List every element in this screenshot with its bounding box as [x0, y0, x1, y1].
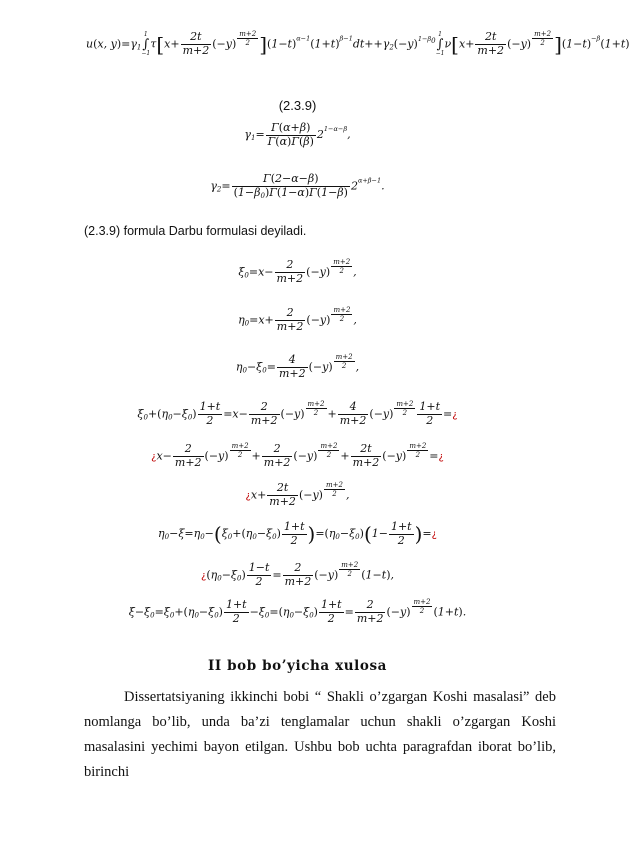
- formula-eta0-minus-xi0: $\eta_0-\xi_0=$ $\frac{4}{m+2}$ (−y) $^{\frac{m+2}{2}}$ ,: [235, 353, 360, 381]
- derivation-line-4: $\eta_0-\xi=\eta_0-(\xi_0+(\eta_0-\xi_0)$ $\frac{1+t}{2}$ )$=(\eta_0-\xi_0)(1-$ $\frac{1+t}{2}$ )=¿: [158, 520, 437, 547]
- formula-u-xy: u(x, $y)=\gamma_1$ 1 ∫ −1 τ[x+ $\frac{2t}{m+2}$ (−y) $^{\frac{m+2}{2}}$ ]$(1-t)^{\alpha-1}(1+t)^{\beta-1}dt++\gamma_2(-y)^{1-\beta_0}$ 1 ∫ −1 ν[x+ $\frac{2t}{m+2}$ (−y) $^{\frac{m+2}{2}}$ ]$(1-t)^{-\beta}(1+t)$: [86, 30, 630, 58]
- formula-eta-0: $\eta_0=x+$ $\frac{2}{m+2}$ (−y) $^{\frac{m+2}{2}}$ ,: [238, 306, 357, 334]
- derivation-line-6: $\xi-\xi_0=\xi_0+(\eta_0-\xi_0)$ $\frac{1+t}{2}$ $-\xi_0=(\eta_0-\xi_0)$ $\frac{1+t}{2}$ = $\frac{2}{m+2}$ (−y) $^{\frac{m+2}{2}}$ (1+t).: [128, 598, 467, 626]
- section-heading: II bob bo’yicha xulosa: [207, 658, 388, 674]
- derivation-line-3: ¿x+ $\frac{2t}{m+2}$ (−y) $^{\frac{m+2}{2}}$ ,: [245, 481, 350, 509]
- formula-gamma-1: $\gamma_1=$ $\frac{\Gamma(\alpha+\beta)}{\Gamma(\alpha)\Gamma(\beta)}$ $2^{1-\alpha-\beta}$,: [244, 121, 351, 148]
- derivation-line-1: $\xi_0+(\eta_0-\xi_0)$ $\frac{1+t}{2}$ =x− $\frac{2}{m+2}$ (−y) $^{\frac{m+2}{2}}$ + $\frac{4}{m+2}$ (−y) $^{\frac{m+2}{2}}$ $\frac{1+t}{2}$ =¿: [137, 400, 458, 428]
- equation-number: (2.3.9): [278, 98, 317, 113]
- formula-xi-0: $\xi_0=x-$ $\frac{2}{m+2}$ (−y) $^{\frac{m+2}{2}}$ ,: [238, 258, 357, 286]
- derivation-line-5: ¿$(\eta_0-\xi_0)$ $\frac{1-t}{2}$ = $\frac{2}{m+2}$ (−y) $^{\frac{m+2}{2}}$ (1−t),: [201, 561, 394, 589]
- derivation-line-2: ¿x− $\frac{2}{m+2}$ (−y) $^{\frac{m+2}{2}}$ + $\frac{2}{m+2}$ (−y) $^{\frac{m+2}{2}}$ + $\frac{2t}{m+2}$ (−y) $^{\frac{m+2}{2}}$ =¿: [151, 442, 444, 470]
- formula-gamma-2: $\gamma_2=$ $\frac{\Gamma(2-\alpha-\beta)}{(1-\beta_0)\Gamma(1-\alpha)\Gamma(1-\beta)}$ $2^{\alpha+\beta-1}$.: [210, 172, 385, 200]
- conclusion-paragraph: Dissertatsiyaning ikkinchi bobi “ Shakli o’zgargan Koshi masalasi” deb nomlanga bo’lib, unda ba’zi tenglamalar uchun shakli o’zgargan Koshi masalasini yechimi bayon etilgan. Ushbu bob uchta paragrafdan iborat bo’lib, birinchi: [84, 689, 556, 780]
- darbu-reference-text: (2.3.9) formula Darbu formulasi deyiladi.: [84, 224, 307, 238]
